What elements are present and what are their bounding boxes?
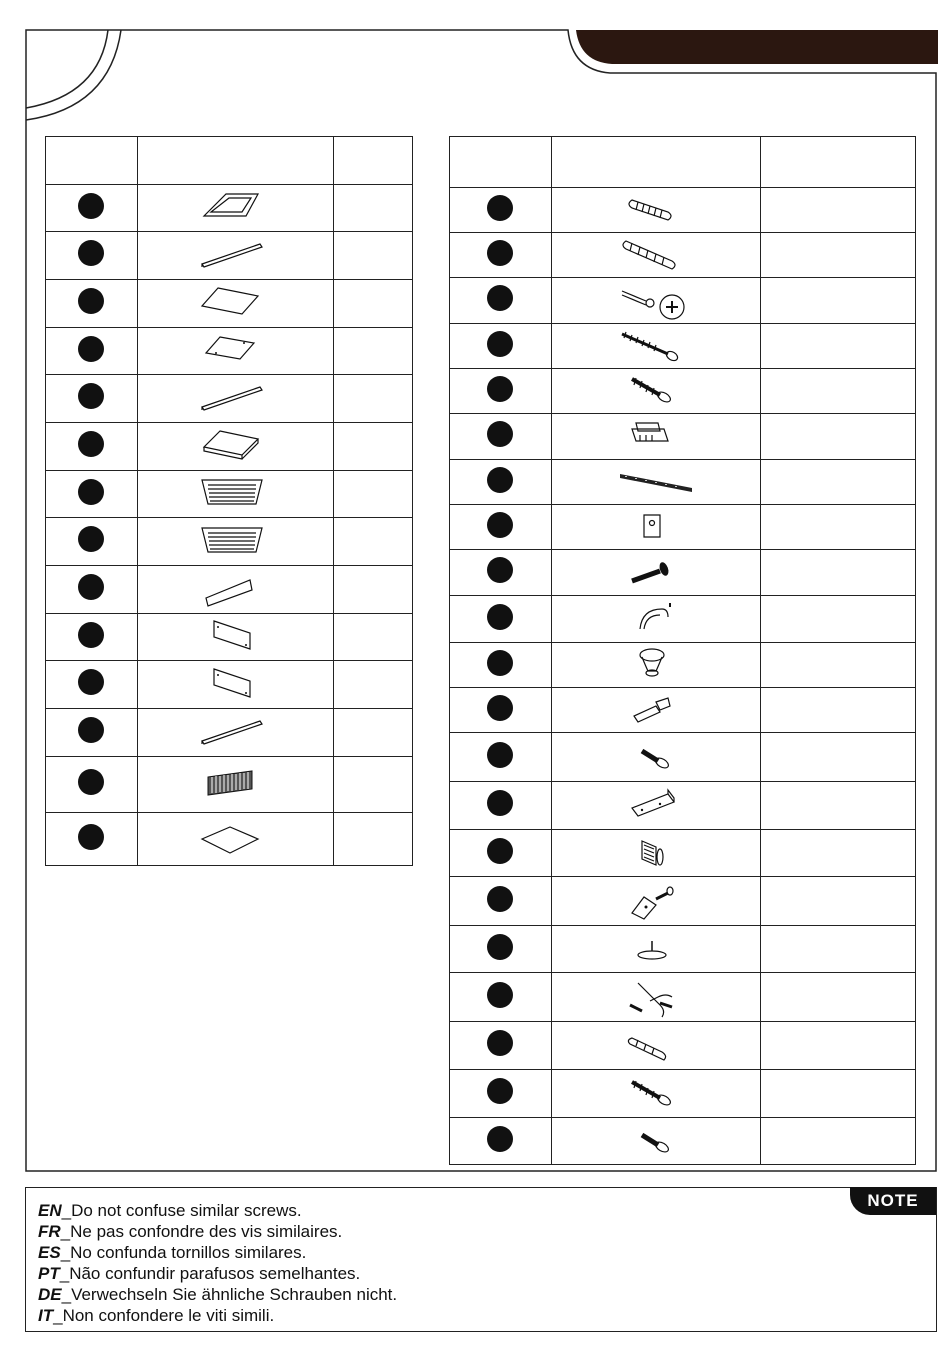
part-illustration-cell xyxy=(551,1070,761,1118)
long-rail-icon xyxy=(196,711,276,755)
part-id-cell xyxy=(46,185,138,232)
part-illustration-cell xyxy=(137,232,334,280)
table-row xyxy=(450,973,916,1022)
part-marker-dot xyxy=(487,604,513,630)
part-illustration-cell xyxy=(137,375,334,423)
note-text: _Não confundir parafusos semelhantes. xyxy=(59,1264,361,1283)
part-marker-dot xyxy=(487,742,513,768)
quantity-cell xyxy=(334,328,413,375)
quantity-cell xyxy=(761,233,916,278)
quantity-cell xyxy=(761,973,916,1022)
table-row xyxy=(46,566,413,614)
table-row xyxy=(450,324,916,369)
part-marker-dot xyxy=(78,383,104,409)
frame-panel-icon xyxy=(196,186,276,230)
handle-icon xyxy=(616,597,696,641)
table-row xyxy=(450,414,916,460)
grille-icon xyxy=(196,763,276,807)
part-marker-dot xyxy=(487,982,513,1008)
note-line-it xyxy=(38,1305,274,1326)
part-id-cell xyxy=(450,188,552,233)
part-id-cell xyxy=(46,709,138,757)
long-dowel-icon xyxy=(616,233,696,277)
part-illustration-cell xyxy=(551,324,761,369)
part-marker-dot xyxy=(78,193,104,219)
table-header-row xyxy=(46,137,413,185)
part-illustration-cell xyxy=(551,1118,761,1165)
part-illustration-cell xyxy=(551,188,761,233)
long-rail-icon xyxy=(196,234,276,278)
quantity-cell xyxy=(334,709,413,757)
mounting-plate-icon xyxy=(616,505,696,549)
part-illustration-cell xyxy=(551,643,761,688)
part-illustration-cell xyxy=(137,328,334,375)
part-id-cell xyxy=(450,782,552,830)
part-illustration-cell xyxy=(137,709,334,757)
quantity-cell xyxy=(334,232,413,280)
header-cell xyxy=(551,137,761,188)
part-illustration-cell xyxy=(137,757,334,813)
quantity-cell xyxy=(761,877,916,926)
table-row xyxy=(450,733,916,782)
table-row xyxy=(450,926,916,973)
part-marker-dot xyxy=(78,824,104,850)
parts-table-right xyxy=(449,136,916,1165)
drawer-side-icon xyxy=(196,615,276,659)
header-cell xyxy=(137,137,334,185)
part-id-cell xyxy=(46,280,138,328)
part-illustration-cell xyxy=(137,185,334,232)
part-illustration-cell xyxy=(551,1022,761,1070)
quantity-cell xyxy=(334,661,413,709)
table-row xyxy=(450,369,916,414)
part-marker-dot xyxy=(78,431,104,457)
quantity-cell xyxy=(761,688,916,733)
short-board-icon xyxy=(196,568,276,612)
part-id-cell xyxy=(450,733,552,782)
part-marker-dot xyxy=(487,695,513,721)
table-row xyxy=(450,233,916,278)
part-id-cell xyxy=(450,973,552,1022)
back-panel-icon xyxy=(196,817,276,861)
part-id-cell xyxy=(450,1118,552,1165)
part-marker-dot xyxy=(78,769,104,795)
part-marker-dot xyxy=(78,288,104,314)
part-id-cell xyxy=(450,324,552,369)
part-illustration-cell xyxy=(551,596,761,643)
wall-anchor-icon xyxy=(616,831,696,875)
part-marker-dot xyxy=(487,1030,513,1056)
part-illustration-cell xyxy=(551,233,761,278)
small-panel-icon xyxy=(196,329,276,373)
part-id-cell xyxy=(450,688,552,733)
table-row xyxy=(46,232,413,280)
part-illustration-cell xyxy=(551,877,761,926)
knob-icon xyxy=(616,643,696,687)
table-row xyxy=(450,688,916,733)
machine-bolt-icon xyxy=(616,551,696,595)
quantity-cell xyxy=(761,596,916,643)
lang-code: PT xyxy=(38,1264,60,1283)
table-row xyxy=(46,328,413,375)
quantity-cell xyxy=(761,278,916,324)
part-marker-dot xyxy=(78,526,104,552)
part-id-cell xyxy=(450,1022,552,1070)
drawer-slide-icon xyxy=(616,460,696,504)
long-rail-icon xyxy=(196,377,276,421)
part-id-cell xyxy=(46,566,138,614)
quantity-cell xyxy=(334,614,413,661)
header-banner xyxy=(576,30,938,64)
quantity-cell xyxy=(761,188,916,233)
quantity-cell xyxy=(761,505,916,550)
part-marker-dot xyxy=(78,669,104,695)
cam-lock-icon xyxy=(616,279,696,323)
table-row xyxy=(46,813,413,866)
table-row xyxy=(450,188,916,233)
quantity-cell xyxy=(334,566,413,614)
quantity-cell xyxy=(761,1070,916,1118)
lang-code: FR xyxy=(38,1222,61,1241)
part-id-cell xyxy=(450,460,552,505)
quantity-cell xyxy=(761,324,916,369)
note-text: _Non confondere le viti simili. xyxy=(53,1306,275,1325)
part-id-cell xyxy=(450,596,552,643)
part-id-cell xyxy=(46,375,138,423)
part-id-cell xyxy=(46,423,138,471)
part-marker-dot xyxy=(487,376,513,402)
part-illustration-cell xyxy=(137,661,334,709)
table-row xyxy=(46,518,413,566)
table-row xyxy=(450,1118,916,1165)
note-text: _Verwechseln Sie ähnliche Schrauben nicht. xyxy=(61,1285,398,1304)
part-illustration-cell xyxy=(551,926,761,973)
part-illustration-cell xyxy=(551,278,761,324)
note-tab: NOTE xyxy=(850,1187,936,1215)
quantity-cell xyxy=(761,830,916,877)
part-marker-dot xyxy=(78,574,104,600)
part-marker-dot xyxy=(487,1126,513,1152)
table-row xyxy=(450,643,916,688)
quantity-cell xyxy=(761,1118,916,1165)
table-row xyxy=(46,709,413,757)
note-line-fr xyxy=(38,1221,342,1242)
quantity-cell xyxy=(761,643,916,688)
part-illustration-cell xyxy=(137,614,334,661)
part-marker-dot xyxy=(487,934,513,960)
table-row xyxy=(46,185,413,232)
angle-bracket-icon xyxy=(616,879,696,923)
part-id-cell xyxy=(450,369,552,414)
part-marker-dot xyxy=(487,421,513,447)
quantity-cell xyxy=(761,782,916,830)
part-illustration-cell xyxy=(137,813,334,866)
lang-code: IT xyxy=(38,1306,54,1325)
part-illustration-cell xyxy=(137,566,334,614)
table-row xyxy=(46,757,413,813)
quantity-cell xyxy=(761,1022,916,1070)
quantity-cell xyxy=(761,414,916,460)
part-marker-dot xyxy=(487,512,513,538)
thick-panel-icon xyxy=(196,425,276,469)
note-text: _Do not confuse similar screws. xyxy=(61,1201,302,1220)
part-marker-dot xyxy=(487,838,513,864)
quantity-cell xyxy=(334,518,413,566)
flat-panel-icon xyxy=(196,282,276,326)
quantity-cell xyxy=(761,369,916,414)
part-id-cell xyxy=(46,813,138,866)
part-illustration-cell xyxy=(551,733,761,782)
lang-code: ES xyxy=(38,1243,61,1262)
part-illustration-cell xyxy=(137,518,334,566)
lang-code: EN xyxy=(38,1201,62,1220)
part-id-cell xyxy=(450,877,552,926)
part-marker-dot xyxy=(78,240,104,266)
part-marker-dot xyxy=(487,886,513,912)
header-cell xyxy=(450,137,552,188)
table-row xyxy=(450,1022,916,1070)
table-row xyxy=(450,596,916,643)
wood-screw-icon xyxy=(616,369,696,413)
part-marker-dot xyxy=(487,467,513,493)
table-row xyxy=(450,278,916,324)
table-row xyxy=(450,550,916,596)
plastic-anchor-icon xyxy=(616,1024,696,1068)
short-screw-icon xyxy=(616,1119,696,1163)
hinge-plate-icon xyxy=(616,784,696,828)
header-cell xyxy=(761,137,916,188)
part-illustration-cell xyxy=(137,423,334,471)
part-illustration-cell xyxy=(551,369,761,414)
slatted-panel-icon xyxy=(196,520,276,564)
quantity-cell xyxy=(334,375,413,423)
quantity-cell xyxy=(761,460,916,505)
part-illustration-cell xyxy=(137,471,334,518)
short-screw-icon xyxy=(616,735,696,779)
note-line-en xyxy=(38,1200,302,1221)
long-screw-icon xyxy=(616,324,696,368)
part-marker-dot xyxy=(78,717,104,743)
part-id-cell xyxy=(450,233,552,278)
part-illustration-cell xyxy=(551,460,761,505)
part-illustration-cell xyxy=(551,414,761,460)
part-illustration-cell xyxy=(137,280,334,328)
drawer-side-icon xyxy=(196,663,276,707)
part-id-cell xyxy=(46,232,138,280)
table-row xyxy=(46,614,413,661)
table-row xyxy=(450,877,916,926)
table-row xyxy=(46,280,413,328)
part-illustration-cell xyxy=(551,973,761,1022)
part-id-cell xyxy=(450,414,552,460)
note-tab-curve xyxy=(838,1187,850,1217)
part-illustration-cell xyxy=(551,688,761,733)
part-marker-dot xyxy=(487,557,513,583)
parts-table-left xyxy=(45,136,413,866)
part-illustration-cell xyxy=(551,550,761,596)
part-id-cell xyxy=(450,926,552,973)
table-row xyxy=(46,471,413,518)
part-marker-dot xyxy=(487,195,513,221)
part-illustration-cell xyxy=(551,830,761,877)
part-marker-dot xyxy=(78,479,104,505)
header-cell xyxy=(46,137,138,185)
part-marker-dot xyxy=(78,622,104,648)
table-row xyxy=(450,460,916,505)
part-marker-dot xyxy=(487,790,513,816)
quantity-cell xyxy=(761,926,916,973)
part-id-cell xyxy=(46,328,138,375)
slatted-panel-icon xyxy=(196,472,276,516)
quantity-cell xyxy=(334,471,413,518)
magnetic-catch-icon xyxy=(616,415,696,459)
note-line-de xyxy=(38,1284,397,1305)
part-marker-dot xyxy=(487,285,513,311)
part-id-cell xyxy=(450,830,552,877)
part-marker-dot xyxy=(487,331,513,357)
part-id-cell xyxy=(46,471,138,518)
part-illustration-cell xyxy=(551,505,761,550)
dowel-icon xyxy=(616,188,696,232)
quantity-cell xyxy=(334,757,413,813)
part-id-cell xyxy=(46,614,138,661)
table-row xyxy=(46,661,413,709)
table-row xyxy=(450,830,916,877)
part-id-cell xyxy=(450,278,552,324)
note-text: _Ne pas confondre des vis similaires. xyxy=(60,1222,343,1241)
furniture-glide-icon xyxy=(616,927,696,971)
part-marker-dot xyxy=(487,650,513,676)
quantity-cell xyxy=(334,423,413,471)
quantity-cell xyxy=(761,550,916,596)
table-row xyxy=(46,423,413,471)
part-id-cell xyxy=(46,757,138,813)
part-id-cell xyxy=(450,505,552,550)
anti-tip-kit-icon xyxy=(616,975,696,1019)
wood-screw-icon xyxy=(616,1072,696,1116)
part-id-cell xyxy=(46,661,138,709)
part-illustration-cell xyxy=(551,782,761,830)
part-id-cell xyxy=(450,643,552,688)
part-id-cell xyxy=(46,518,138,566)
part-id-cell xyxy=(450,550,552,596)
table-header-row xyxy=(450,137,916,188)
part-marker-dot xyxy=(487,1078,513,1104)
note-text: _No confunda tornillos similares. xyxy=(60,1243,307,1262)
table-row xyxy=(450,505,916,550)
quantity-cell xyxy=(334,280,413,328)
note-line-pt xyxy=(38,1263,360,1284)
quantity-cell xyxy=(761,733,916,782)
table-row xyxy=(450,1070,916,1118)
table-row xyxy=(46,375,413,423)
connector-icon xyxy=(616,688,696,732)
part-id-cell xyxy=(450,1070,552,1118)
part-marker-dot xyxy=(78,336,104,362)
note-line-es xyxy=(38,1242,306,1263)
quantity-cell xyxy=(334,813,413,866)
lang-code: DE xyxy=(38,1285,62,1304)
quantity-cell xyxy=(334,185,413,232)
header-cell xyxy=(334,137,413,185)
part-marker-dot xyxy=(487,240,513,266)
table-row xyxy=(450,782,916,830)
